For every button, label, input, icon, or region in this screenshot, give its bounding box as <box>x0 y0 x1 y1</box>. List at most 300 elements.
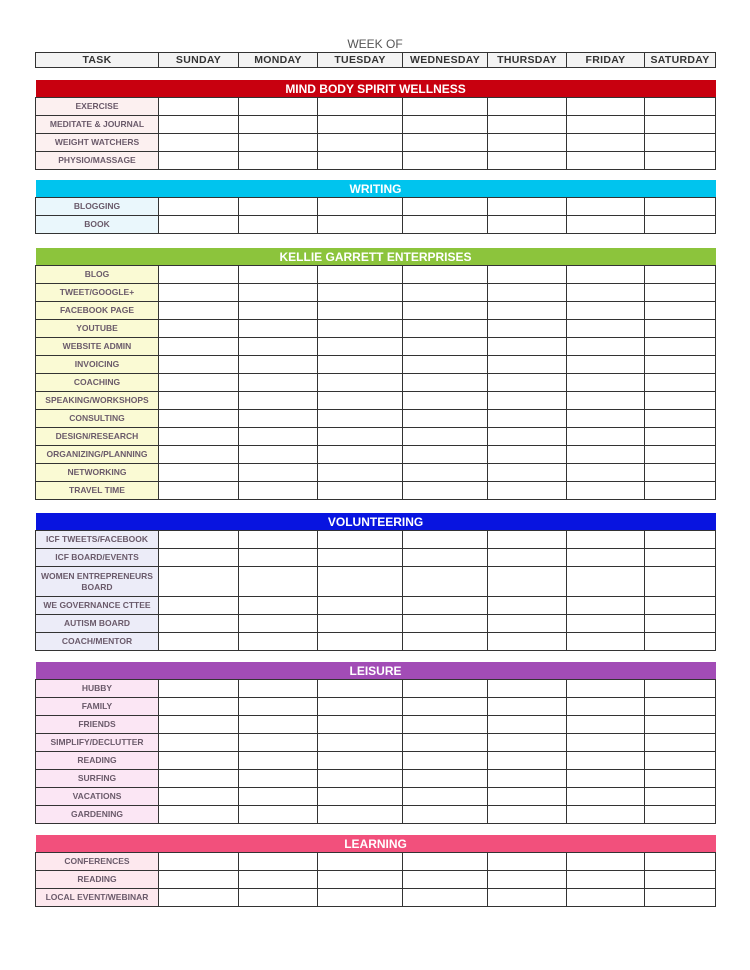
day-cell-thursday[interactable] <box>488 770 567 788</box>
day-cell-monday[interactable] <box>239 428 318 446</box>
task-row <box>36 392 716 410</box>
day-cell-friday[interactable] <box>567 428 645 446</box>
day-cell-tuesday[interactable] <box>318 853 403 871</box>
day-cell-saturday[interactable] <box>645 392 716 410</box>
day-cell-thursday[interactable] <box>488 356 567 374</box>
task-row <box>36 482 716 500</box>
day-cell-sunday[interactable] <box>159 338 239 356</box>
day-cell-sunday[interactable] <box>159 567 239 597</box>
day-cell-monday[interactable] <box>239 698 318 716</box>
day-cell-saturday[interactable] <box>645 116 716 134</box>
task-row <box>36 302 716 320</box>
day-cell-tuesday[interactable] <box>318 716 403 734</box>
day-cell-saturday[interactable] <box>645 482 716 500</box>
day-cell-tuesday[interactable] <box>318 98 403 116</box>
day-cell-monday[interactable] <box>239 320 318 338</box>
day-cell-tuesday[interactable] <box>318 338 403 356</box>
section-header-row <box>36 248 716 266</box>
day-cell-sunday[interactable] <box>159 698 239 716</box>
day-cell-saturday[interactable] <box>645 680 716 698</box>
task-label: LOCAL EVENT/WEBINAR <box>36 889 159 907</box>
day-cell-wednesday[interactable] <box>403 302 488 320</box>
day-cell-sunday[interactable] <box>159 788 239 806</box>
day-cell-monday[interactable] <box>239 134 318 152</box>
day-cell-wednesday[interactable] <box>403 428 488 446</box>
day-cell-wednesday[interactable] <box>403 392 488 410</box>
day-cell-monday[interactable] <box>239 853 318 871</box>
day-cell-friday[interactable] <box>567 734 645 752</box>
day-cell-wednesday[interactable] <box>403 889 488 907</box>
day-cell-monday[interactable] <box>239 716 318 734</box>
day-cell-sunday[interactable] <box>159 549 239 567</box>
section-header-row <box>36 662 716 680</box>
day-cell-saturday[interactable] <box>645 633 716 651</box>
day-cell-tuesday[interactable] <box>318 198 403 216</box>
day-cell-wednesday[interactable] <box>403 680 488 698</box>
section-mind-body-spirit-wellness <box>35 80 716 170</box>
day-cell-sunday[interactable] <box>159 152 239 170</box>
day-cell-wednesday[interactable] <box>403 198 488 216</box>
day-cell-tuesday[interactable] <box>318 152 403 170</box>
day-cell-thursday[interactable] <box>488 216 567 234</box>
task-row <box>36 134 716 152</box>
day-cell-monday[interactable] <box>239 788 318 806</box>
day-cell-wednesday[interactable] <box>403 567 488 597</box>
day-cell-thursday[interactable] <box>488 392 567 410</box>
day-cell-sunday[interactable] <box>159 446 239 464</box>
section-kellie-garrett-enterprises <box>35 248 716 500</box>
day-cell-sunday[interactable] <box>159 410 239 428</box>
day-cell-tuesday[interactable] <box>318 806 403 824</box>
column-header-sunday: SUNDAY <box>159 53 239 68</box>
day-cell-friday[interactable] <box>567 531 645 549</box>
day-cell-friday[interactable] <box>567 98 645 116</box>
day-cell-sunday[interactable] <box>159 680 239 698</box>
day-cell-thursday[interactable] <box>488 806 567 824</box>
task-row <box>36 531 716 549</box>
day-cell-wednesday[interactable] <box>403 134 488 152</box>
day-cell-tuesday[interactable] <box>318 446 403 464</box>
day-cell-tuesday[interactable] <box>318 428 403 446</box>
day-cell-sunday[interactable] <box>159 806 239 824</box>
day-cell-tuesday[interactable] <box>318 567 403 597</box>
day-cell-thursday[interactable] <box>488 446 567 464</box>
day-cell-tuesday[interactable] <box>318 597 403 615</box>
day-cell-thursday[interactable] <box>488 374 567 392</box>
day-cell-thursday[interactable] <box>488 716 567 734</box>
day-cell-wednesday[interactable] <box>403 531 488 549</box>
day-cell-friday[interactable] <box>567 320 645 338</box>
day-cell-sunday[interactable] <box>159 320 239 338</box>
day-cell-saturday[interactable] <box>645 806 716 824</box>
day-cell-monday[interactable] <box>239 531 318 549</box>
day-cell-sunday[interactable] <box>159 216 239 234</box>
task-label: SPEAKING/WORKSHOPS <box>36 392 159 410</box>
day-cell-thursday[interactable] <box>488 549 567 567</box>
task-row <box>36 716 716 734</box>
day-cell-tuesday[interactable] <box>318 752 403 770</box>
task-row <box>36 788 716 806</box>
day-cell-saturday[interactable] <box>645 374 716 392</box>
day-cell-sunday[interactable] <box>159 597 239 615</box>
day-cell-saturday[interactable] <box>645 302 716 320</box>
day-cell-friday[interactable] <box>567 615 645 633</box>
day-cell-wednesday[interactable] <box>403 464 488 482</box>
day-cell-saturday[interactable] <box>645 752 716 770</box>
day-cell-monday[interactable] <box>239 374 318 392</box>
day-cell-friday[interactable] <box>567 216 645 234</box>
day-cell-wednesday[interactable] <box>403 633 488 651</box>
day-cell-friday[interactable] <box>567 633 645 651</box>
day-cell-monday[interactable] <box>239 356 318 374</box>
day-cell-monday[interactable] <box>239 392 318 410</box>
day-cell-wednesday[interactable] <box>403 597 488 615</box>
section-header-row <box>36 835 716 853</box>
day-cell-friday[interactable] <box>567 871 645 889</box>
day-cell-tuesday[interactable] <box>318 284 403 302</box>
day-cell-tuesday[interactable] <box>318 871 403 889</box>
day-cell-sunday[interactable] <box>159 615 239 633</box>
day-cell-wednesday[interactable] <box>403 716 488 734</box>
day-cell-saturday[interactable] <box>645 198 716 216</box>
column-header-tuesday: TUESDAY <box>318 53 403 68</box>
day-cell-friday[interactable] <box>567 853 645 871</box>
day-cell-wednesday[interactable] <box>403 446 488 464</box>
task-row <box>36 266 716 284</box>
day-cell-thursday[interactable] <box>488 597 567 615</box>
day-cell-tuesday[interactable] <box>318 531 403 549</box>
day-cell-thursday[interactable] <box>488 338 567 356</box>
day-cell-wednesday[interactable] <box>403 871 488 889</box>
task-row <box>36 284 716 302</box>
day-cell-friday[interactable] <box>567 198 645 216</box>
task-label: YOUTUBE <box>36 320 159 338</box>
day-cell-monday[interactable] <box>239 734 318 752</box>
day-cell-monday[interactable] <box>239 680 318 698</box>
day-cell-saturday[interactable] <box>645 98 716 116</box>
day-cell-tuesday[interactable] <box>318 302 403 320</box>
day-cell-tuesday[interactable] <box>318 216 403 234</box>
day-cell-monday[interactable] <box>239 752 318 770</box>
task-row <box>36 464 716 482</box>
task-label: VACATIONS <box>36 788 159 806</box>
day-cell-friday[interactable] <box>567 356 645 374</box>
day-cell-sunday[interactable] <box>159 302 239 320</box>
day-cell-friday[interactable] <box>567 374 645 392</box>
task-row <box>36 597 716 615</box>
day-cell-thursday[interactable] <box>488 116 567 134</box>
day-cell-monday[interactable] <box>239 116 318 134</box>
day-cell-tuesday[interactable] <box>318 615 403 633</box>
day-cell-friday[interactable] <box>567 410 645 428</box>
day-cell-wednesday[interactable] <box>403 482 488 500</box>
day-cell-saturday[interactable] <box>645 266 716 284</box>
day-cell-saturday[interactable] <box>645 853 716 871</box>
day-cell-friday[interactable] <box>567 446 645 464</box>
day-cell-saturday[interactable] <box>645 770 716 788</box>
task-row <box>36 338 716 356</box>
day-cell-wednesday[interactable] <box>403 853 488 871</box>
task-row <box>36 198 716 216</box>
day-cell-thursday[interactable] <box>488 266 567 284</box>
day-cell-tuesday[interactable] <box>318 482 403 500</box>
day-cell-friday[interactable] <box>567 392 645 410</box>
day-cell-saturday[interactable] <box>645 531 716 549</box>
day-cell-wednesday[interactable] <box>403 374 488 392</box>
day-cell-wednesday[interactable] <box>403 338 488 356</box>
day-cell-wednesday[interactable] <box>403 410 488 428</box>
day-cell-wednesday[interactable] <box>403 788 488 806</box>
day-cell-thursday[interactable] <box>488 98 567 116</box>
day-cell-thursday[interactable] <box>488 410 567 428</box>
day-cell-saturday[interactable] <box>645 134 716 152</box>
day-cell-friday[interactable] <box>567 752 645 770</box>
task-label: TWEET/GOOGLE+ <box>36 284 159 302</box>
day-cell-saturday[interactable] <box>645 284 716 302</box>
day-cell-wednesday[interactable] <box>403 734 488 752</box>
day-cell-saturday[interactable] <box>645 464 716 482</box>
day-cell-sunday[interactable] <box>159 428 239 446</box>
day-cell-sunday[interactable] <box>159 871 239 889</box>
day-cell-thursday[interactable] <box>488 320 567 338</box>
day-cell-tuesday[interactable] <box>318 356 403 374</box>
day-cell-friday[interactable] <box>567 716 645 734</box>
task-label: ORGANIZING/PLANNING <box>36 446 159 464</box>
day-cell-tuesday[interactable] <box>318 320 403 338</box>
day-cell-friday[interactable] <box>567 788 645 806</box>
task-label: ICF BOARD/EVENTS <box>36 549 159 567</box>
day-cell-monday[interactable] <box>239 806 318 824</box>
day-cell-friday[interactable] <box>567 806 645 824</box>
day-cell-tuesday[interactable] <box>318 116 403 134</box>
day-cell-monday[interactable] <box>239 284 318 302</box>
day-cell-sunday[interactable] <box>159 374 239 392</box>
day-cell-wednesday[interactable] <box>403 615 488 633</box>
day-cell-monday[interactable] <box>239 302 318 320</box>
day-cell-wednesday[interactable] <box>403 806 488 824</box>
day-cell-monday[interactable] <box>239 770 318 788</box>
day-cell-saturday[interactable] <box>645 446 716 464</box>
day-cell-sunday[interactable] <box>159 633 239 651</box>
day-cell-saturday[interactable] <box>645 320 716 338</box>
day-cell-thursday[interactable] <box>488 134 567 152</box>
day-cell-saturday[interactable] <box>645 152 716 170</box>
task-label: ICF TWEETS/FACEBOOK <box>36 531 159 549</box>
day-cell-saturday[interactable] <box>645 428 716 446</box>
day-cell-friday[interactable] <box>567 338 645 356</box>
day-cell-thursday[interactable] <box>488 788 567 806</box>
task-label: BLOGGING <box>36 198 159 216</box>
task-row <box>36 410 716 428</box>
day-cell-tuesday[interactable] <box>318 410 403 428</box>
day-cell-monday[interactable] <box>239 98 318 116</box>
day-cell-wednesday[interactable] <box>403 770 488 788</box>
day-cell-monday[interactable] <box>239 464 318 482</box>
day-cell-saturday[interactable] <box>645 338 716 356</box>
day-cell-monday[interactable] <box>239 152 318 170</box>
day-cell-thursday[interactable] <box>488 615 567 633</box>
day-cell-friday[interactable] <box>567 302 645 320</box>
day-cell-monday[interactable] <box>239 266 318 284</box>
day-cell-thursday[interactable] <box>488 464 567 482</box>
day-cell-friday[interactable] <box>567 116 645 134</box>
day-cell-saturday[interactable] <box>645 615 716 633</box>
day-cell-tuesday[interactable] <box>318 374 403 392</box>
day-cell-thursday[interactable] <box>488 752 567 770</box>
section-header-row <box>36 513 716 531</box>
day-cell-wednesday[interactable] <box>403 284 488 302</box>
day-cell-wednesday[interactable] <box>403 98 488 116</box>
day-cell-monday[interactable] <box>239 889 318 907</box>
day-cell-monday[interactable] <box>239 410 318 428</box>
day-cell-saturday[interactable] <box>645 549 716 567</box>
day-cell-thursday[interactable] <box>488 889 567 907</box>
day-cell-thursday[interactable] <box>488 428 567 446</box>
day-cell-thursday[interactable] <box>488 734 567 752</box>
day-cell-saturday[interactable] <box>645 716 716 734</box>
day-cell-saturday[interactable] <box>645 410 716 428</box>
day-cell-wednesday[interactable] <box>403 698 488 716</box>
day-cell-monday[interactable] <box>239 482 318 500</box>
day-cell-tuesday[interactable] <box>318 698 403 716</box>
day-cell-sunday[interactable] <box>159 889 239 907</box>
section-title: KELLIE GARRETT ENTERPRISES <box>36 248 716 266</box>
day-cell-sunday[interactable] <box>159 482 239 500</box>
task-label: TRAVEL TIME <box>36 482 159 500</box>
day-cell-friday[interactable] <box>567 464 645 482</box>
day-cell-saturday[interactable] <box>645 356 716 374</box>
day-cell-friday[interactable] <box>567 597 645 615</box>
day-cell-saturday[interactable] <box>645 216 716 234</box>
day-cell-thursday[interactable] <box>488 567 567 597</box>
day-cell-wednesday[interactable] <box>403 152 488 170</box>
day-cell-monday[interactable] <box>239 633 318 651</box>
day-cell-friday[interactable] <box>567 152 645 170</box>
day-cell-tuesday[interactable] <box>318 633 403 651</box>
day-cell-monday[interactable] <box>239 871 318 889</box>
day-cell-saturday[interactable] <box>645 734 716 752</box>
day-cell-sunday[interactable] <box>159 266 239 284</box>
day-cell-friday[interactable] <box>567 698 645 716</box>
day-cell-tuesday[interactable] <box>318 266 403 284</box>
day-cell-friday[interactable] <box>567 549 645 567</box>
day-cell-monday[interactable] <box>239 615 318 633</box>
day-cell-tuesday[interactable] <box>318 734 403 752</box>
day-cell-monday[interactable] <box>239 446 318 464</box>
task-row <box>36 871 716 889</box>
day-cell-sunday[interactable] <box>159 356 239 374</box>
day-cell-sunday[interactable] <box>159 392 239 410</box>
day-cell-sunday[interactable] <box>159 734 239 752</box>
day-cell-monday[interactable] <box>239 549 318 567</box>
day-cell-sunday[interactable] <box>159 853 239 871</box>
day-cell-sunday[interactable] <box>159 531 239 549</box>
section-header-row <box>36 80 716 98</box>
day-cell-thursday[interactable] <box>488 302 567 320</box>
day-cell-sunday[interactable] <box>159 134 239 152</box>
day-cell-sunday[interactable] <box>159 464 239 482</box>
day-cell-saturday[interactable] <box>645 871 716 889</box>
task-row <box>36 356 716 374</box>
header-row <box>36 53 716 68</box>
day-cell-wednesday[interactable] <box>403 356 488 374</box>
day-cell-thursday[interactable] <box>488 531 567 549</box>
column-header-friday: FRIDAY <box>567 53 645 68</box>
day-cell-tuesday[interactable] <box>318 134 403 152</box>
day-cell-wednesday[interactable] <box>403 116 488 134</box>
day-cell-thursday[interactable] <box>488 198 567 216</box>
task-label: COACHING <box>36 374 159 392</box>
day-cell-friday[interactable] <box>567 134 645 152</box>
day-cell-friday[interactable] <box>567 770 645 788</box>
day-cell-monday[interactable] <box>239 597 318 615</box>
day-cell-friday[interactable] <box>567 889 645 907</box>
day-cell-monday[interactable] <box>239 198 318 216</box>
task-label: WEBSITE ADMIN <box>36 338 159 356</box>
section-header-row <box>36 180 716 198</box>
day-cell-wednesday[interactable] <box>403 266 488 284</box>
day-cell-sunday[interactable] <box>159 716 239 734</box>
day-cell-thursday[interactable] <box>488 152 567 170</box>
day-cell-tuesday[interactable] <box>318 889 403 907</box>
day-cell-saturday[interactable] <box>645 788 716 806</box>
task-label: FACEBOOK PAGE <box>36 302 159 320</box>
day-cell-tuesday[interactable] <box>318 549 403 567</box>
day-cell-thursday[interactable] <box>488 871 567 889</box>
day-cell-thursday[interactable] <box>488 284 567 302</box>
day-cell-friday[interactable] <box>567 567 645 597</box>
day-cell-wednesday[interactable] <box>403 752 488 770</box>
day-cell-thursday[interactable] <box>488 680 567 698</box>
day-cell-wednesday[interactable] <box>403 549 488 567</box>
day-cell-saturday[interactable] <box>645 889 716 907</box>
task-row <box>36 615 716 633</box>
day-cell-tuesday[interactable] <box>318 464 403 482</box>
day-cell-tuesday[interactable] <box>318 788 403 806</box>
day-cell-thursday[interactable] <box>488 482 567 500</box>
day-cell-sunday[interactable] <box>159 198 239 216</box>
day-cell-monday[interactable] <box>239 567 318 597</box>
day-cell-saturday[interactable] <box>645 567 716 597</box>
day-cell-tuesday[interactable] <box>318 770 403 788</box>
day-cell-monday[interactable] <box>239 216 318 234</box>
day-cell-sunday[interactable] <box>159 770 239 788</box>
day-cell-tuesday[interactable] <box>318 392 403 410</box>
day-cell-sunday[interactable] <box>159 752 239 770</box>
day-cell-friday[interactable] <box>567 680 645 698</box>
day-cell-monday[interactable] <box>239 338 318 356</box>
day-cell-friday[interactable] <box>567 266 645 284</box>
day-cell-saturday[interactable] <box>645 698 716 716</box>
day-cell-wednesday[interactable] <box>403 320 488 338</box>
day-cell-wednesday[interactable] <box>403 216 488 234</box>
day-cell-sunday[interactable] <box>159 98 239 116</box>
day-cell-sunday[interactable] <box>159 284 239 302</box>
day-cell-thursday[interactable] <box>488 853 567 871</box>
section-leisure <box>35 662 716 824</box>
section-title: LEISURE <box>36 662 716 680</box>
week-of-title: WEEK OF <box>347 37 403 51</box>
task-label: WEIGHT WATCHERS <box>36 134 159 152</box>
day-cell-friday[interactable] <box>567 482 645 500</box>
day-cell-thursday[interactable] <box>488 633 567 651</box>
day-cell-saturday[interactable] <box>645 597 716 615</box>
day-cell-tuesday[interactable] <box>318 680 403 698</box>
day-cell-thursday[interactable] <box>488 698 567 716</box>
column-header-saturday: SATURDAY <box>645 53 716 68</box>
day-cell-sunday[interactable] <box>159 116 239 134</box>
day-cell-friday[interactable] <box>567 284 645 302</box>
